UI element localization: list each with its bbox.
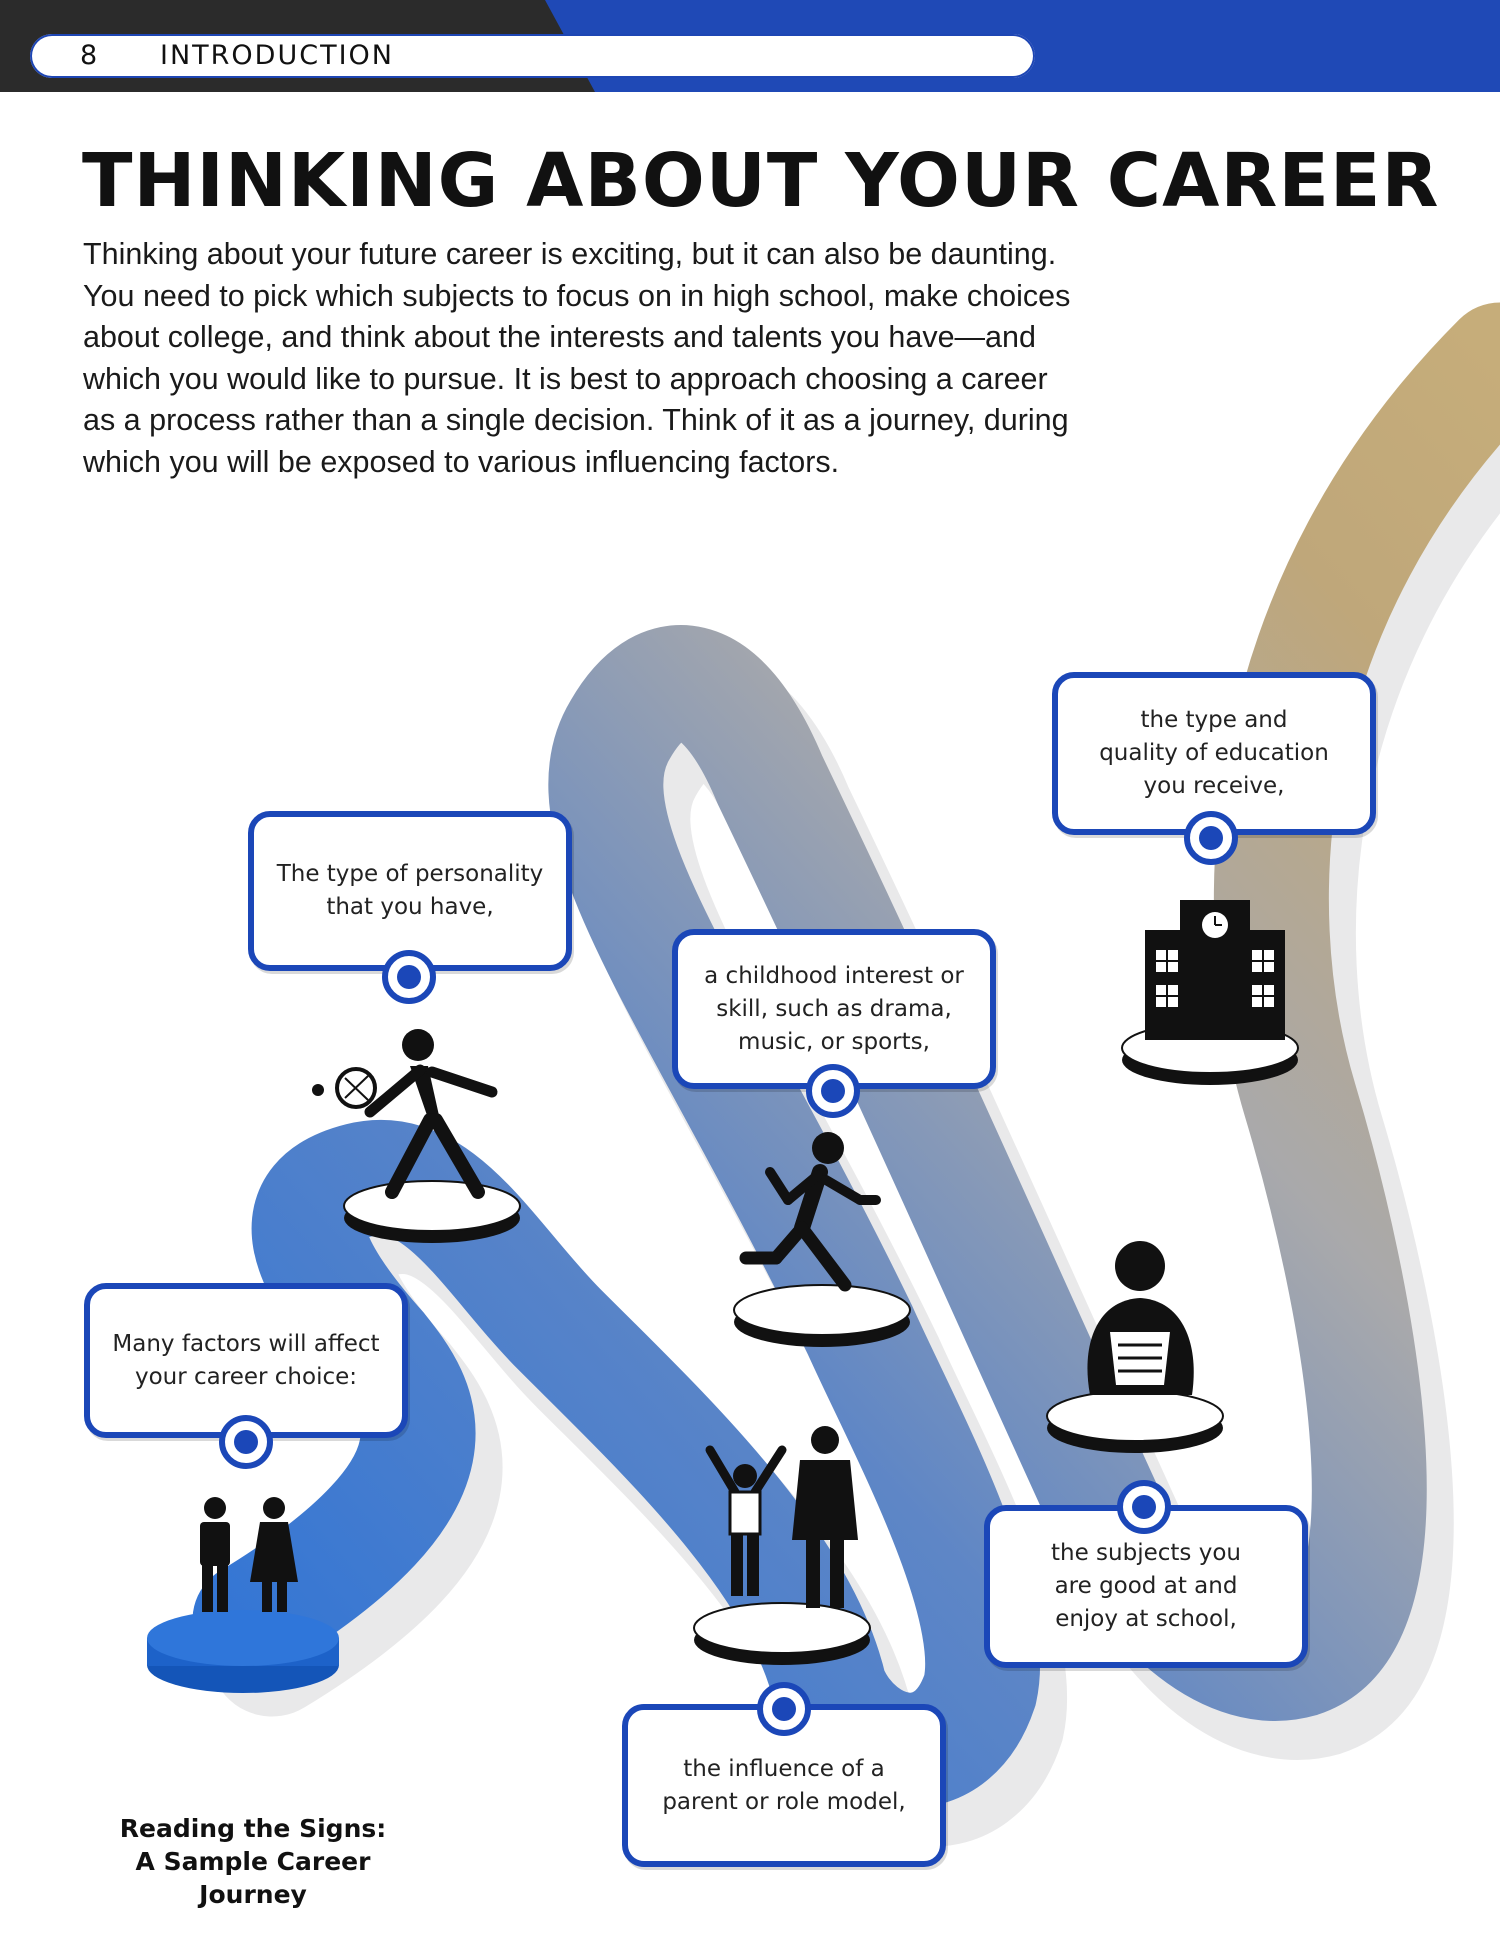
section-title: INTRODUCTION — [160, 40, 394, 71]
intro-line: Thinking about your future career is exciting, but it can also be daunting. — [83, 237, 1057, 271]
signpost-role-model: the influence of a parent or role model, — [622, 1704, 946, 1867]
intro-line: You need to pick which subjects to focus on in high school, make choices — [83, 278, 1071, 313]
intro-line: which you will be exposed to various influencing factors. — [83, 444, 840, 479]
intro-line: which you would like to pursue. It is best to approach choosing a career — [83, 361, 1048, 396]
signpost-personality: The type of personality that you have, — [248, 811, 572, 971]
signpost-pin — [219, 1415, 273, 1469]
intro-line: as a process rather than a single decision. Think of it as a journey, during — [83, 403, 1069, 437]
signpost-pin — [757, 1682, 811, 1736]
signpost-childhood-interest: a childhood interest or skill, such as drama, music, or sports, — [672, 929, 996, 1089]
reader-icon — [1087, 1241, 1193, 1395]
page-number: 8 — [80, 40, 98, 71]
signpost-education: the type and quality of education you receive, — [1052, 672, 1376, 835]
signpost-many-factors: Many factors will affect your career choice: — [84, 1283, 408, 1438]
intro-line: about college, and think about the interests and talents you have—and — [83, 320, 1036, 354]
signpost-pin — [382, 950, 436, 1004]
signpost-school-subjects: the subjects you are good at and enjoy at school, — [984, 1505, 1308, 1668]
figure-caption: Reading the Signs: A Sample Career Journey — [119, 1814, 387, 1909]
signpost-pin — [1117, 1480, 1171, 1534]
signpost-pin — [806, 1064, 860, 1118]
signpost-pin — [1184, 811, 1238, 865]
page-title: THINKING ABOUT YOUR CAREER — [82, 138, 1440, 224]
